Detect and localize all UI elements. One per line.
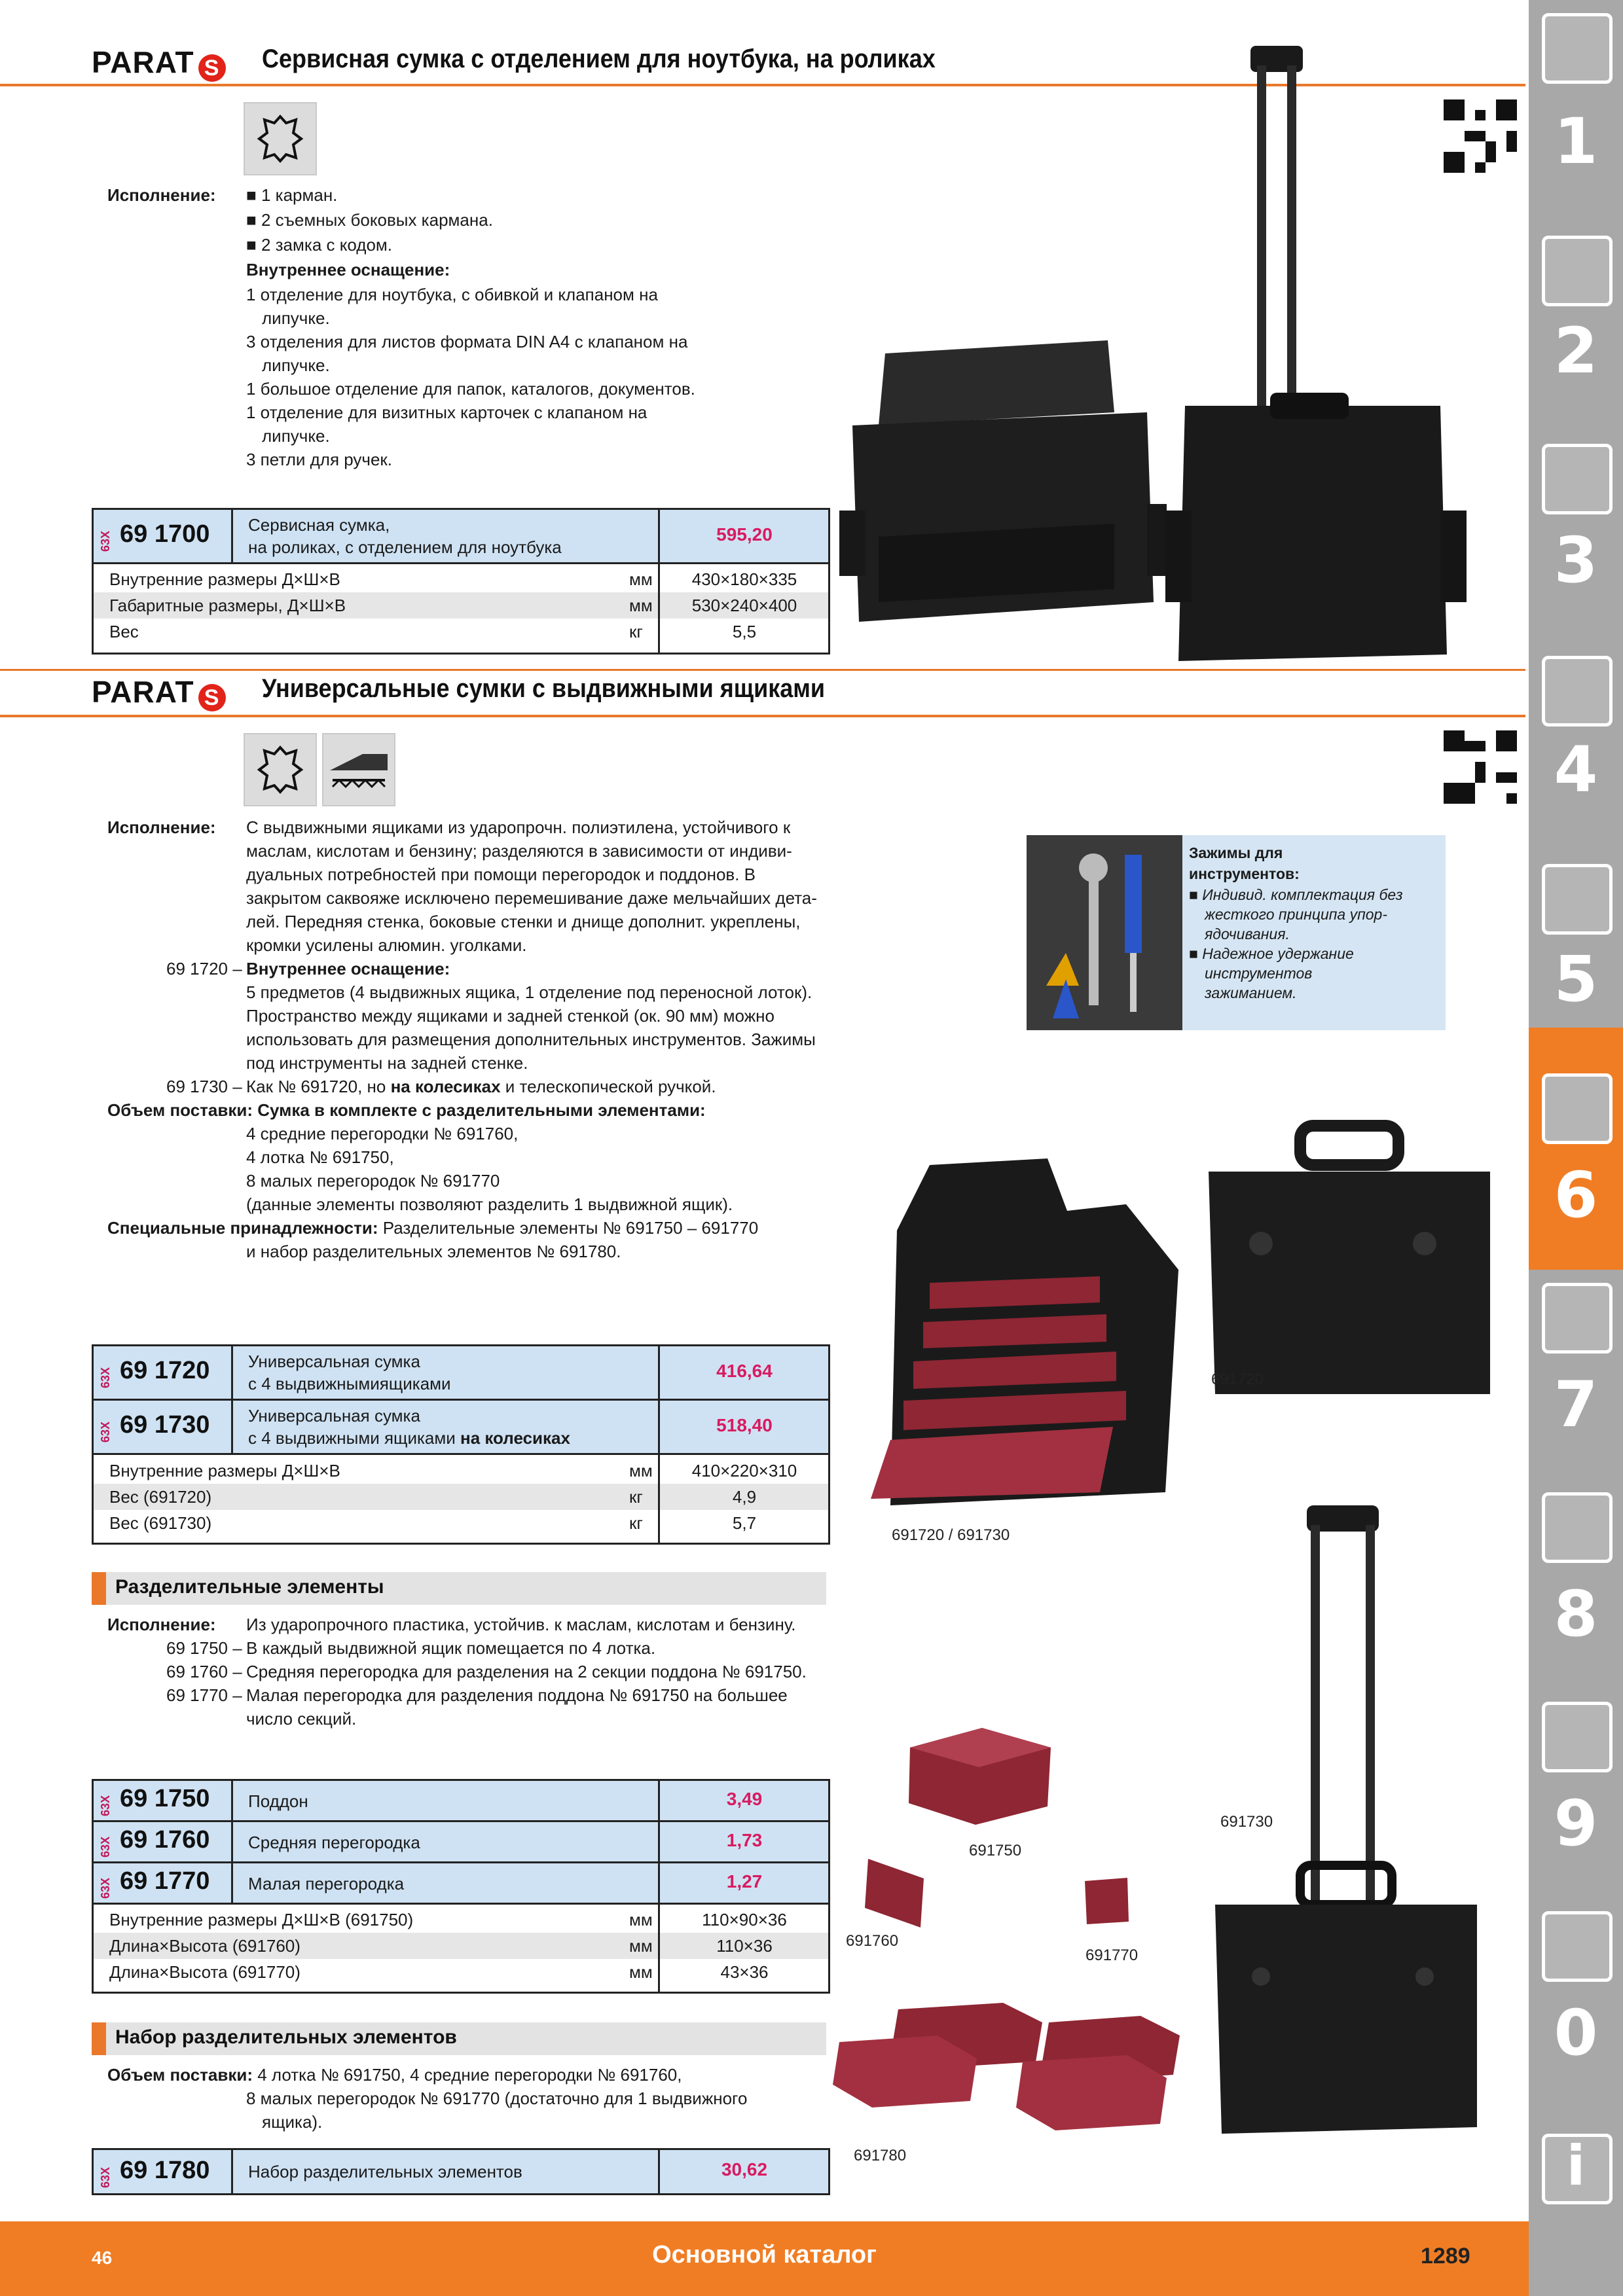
tool-clamp-photo bbox=[1027, 835, 1182, 1030]
inner-equipment-label: Внутреннее оснащение: bbox=[246, 260, 450, 279]
product-desc: Универсальная сумка bbox=[248, 1406, 420, 1426]
product-desc: Сервисная сумка, bbox=[248, 515, 390, 535]
workshop-tools-icon[interactable] bbox=[1542, 1492, 1613, 1563]
execution-label: Исполнение: bbox=[107, 817, 216, 837]
ref-label: 69 1770 – bbox=[166, 1685, 242, 1705]
divider-set-image bbox=[826, 1996, 1193, 2140]
image-caption: 691750 bbox=[969, 1842, 1022, 1859]
product-price: 30,62 bbox=[721, 2159, 768, 2179]
catalog-title: Основной каталог bbox=[652, 2241, 877, 2269]
laptop-trolley-case-image bbox=[1165, 39, 1467, 668]
bullet-item: ■ 2 замка с кодом. bbox=[246, 235, 393, 255]
inner-line: липучке. bbox=[262, 426, 330, 446]
column-divider bbox=[231, 510, 233, 562]
ref-label: 69 1750 – bbox=[166, 1638, 242, 1658]
inner-line: 1 отделение для ноутбука, с обивкой и клапаном на bbox=[246, 285, 658, 304]
image-caption: 691720 / 691730 bbox=[892, 1526, 1010, 1544]
product-price: 1,27 bbox=[726, 1871, 763, 1892]
brand-text: PARAT bbox=[92, 675, 194, 709]
execution-line: С выдвижными ящиками из ударопрочн. полиэтилена, устойчивого к bbox=[246, 817, 791, 837]
chapter-7-tab[interactable]: 7 bbox=[1554, 1368, 1598, 1441]
execution-line: Из ударопрочного пластика, устойчив. к маслам, кислотам и бензину. bbox=[246, 1615, 796, 1634]
brand-text: PARAT bbox=[92, 45, 194, 79]
product-tag: 63X bbox=[99, 530, 112, 552]
infobox-line: ядочивания. bbox=[1205, 925, 1290, 942]
column-divider bbox=[658, 510, 660, 562]
ref-text: Малая перегородка для разделения поддона № 691750 на большее bbox=[246, 1685, 788, 1705]
leather-icon bbox=[244, 733, 317, 806]
inner-line: Пространство между ящиками и задней стенкой (ок. 90 мм) можно bbox=[246, 1006, 775, 1026]
header-divider bbox=[0, 715, 1525, 717]
column-divider bbox=[231, 1822, 233, 1861]
accessories-line: и набор разделительных элементов № 691780. bbox=[246, 1242, 621, 1261]
product-desc: Средняя перегородка bbox=[248, 1833, 420, 1852]
spec-row: Вес (691730) кг 5,7 bbox=[109, 1513, 757, 1533]
execution-label: Исполнение: bbox=[107, 185, 216, 205]
supply-line: 4 лотка № 691750, bbox=[246, 1147, 394, 1167]
product-code: 69 1700 bbox=[120, 520, 210, 548]
column-divider bbox=[231, 1401, 233, 1453]
parat-mark-icon: S bbox=[198, 54, 226, 82]
product-row bbox=[94, 1346, 828, 1401]
supply-line: (данные элементы позволяют разделить 1 выдвижной ящик). bbox=[246, 1194, 733, 1214]
product-table bbox=[92, 508, 830, 655]
spec-row: Габаритные размеры, Д×Ш×В мм 530×240×400 bbox=[94, 592, 828, 619]
chapter-0-tab[interactable]: 0 bbox=[1554, 1996, 1598, 2070]
product-code: 69 1780 bbox=[120, 2157, 210, 2184]
leather-icon bbox=[244, 102, 317, 175]
reinforced-edges-icon bbox=[322, 733, 395, 806]
hammer-pliers-icon[interactable] bbox=[1542, 1283, 1613, 1354]
inner-line: 5 предметов (4 выдвижных ящика, 1 отделение под переносной лоток). bbox=[246, 982, 812, 1002]
product-desc: Набор разделительных элементов bbox=[248, 2162, 522, 2181]
execution-line: дуальных потребностей при помощи перегородок и поддонов. В bbox=[246, 865, 756, 884]
product-price: 3,49 bbox=[726, 1789, 763, 1809]
infobox-line: ■ Индивид. комплектация без bbox=[1189, 886, 1403, 903]
inner-line: 3 отделения для листов формата DIN A4 с клапаном на bbox=[246, 332, 688, 351]
active-chapter-highlight bbox=[1529, 1028, 1623, 1270]
product-price: 1,73 bbox=[726, 1830, 763, 1850]
page-number-left: 46 bbox=[92, 2248, 113, 2268]
small-partition-image bbox=[1082, 1874, 1131, 1927]
tool-cabinet-icon[interactable] bbox=[1542, 1702, 1613, 1772]
safety-equipment-icon[interactable] bbox=[1542, 1911, 1613, 1982]
accessories-line: Специальные принадлежности: Разделительные элементы № 691750 – 691770 bbox=[107, 1218, 759, 1238]
product-row bbox=[94, 1822, 828, 1863]
product-tag: 63X bbox=[99, 1421, 112, 1443]
grinding-disc-icon[interactable] bbox=[1542, 864, 1613, 935]
execution-line: кромки усилены алюмин. уголками. bbox=[246, 935, 527, 955]
section-title: Универсальные сумки с выдвижными ящиками bbox=[262, 674, 826, 703]
spec-row: Длина×Высота (691760) мм 110×36 bbox=[94, 1933, 828, 1959]
inner-line: 1 большое отделение для папок, каталогов, документов. bbox=[246, 379, 695, 399]
product-row bbox=[94, 1401, 828, 1455]
bullet-item: ■ 2 съемных боковых кармана. bbox=[246, 210, 493, 230]
column-divider bbox=[658, 1781, 660, 1820]
parat-logo bbox=[92, 45, 226, 82]
cutting-insert-icon[interactable] bbox=[1542, 236, 1613, 306]
product-table bbox=[92, 1344, 830, 1545]
product-desc: Поддон bbox=[248, 1791, 308, 1811]
execution-line: лей. Передняя стенка, боковые стенки и днище дополнит. укреплены, bbox=[246, 912, 801, 931]
qr-code-icon bbox=[1444, 730, 1517, 804]
chapter-6-tab[interactable]: 6 bbox=[1554, 1158, 1598, 1232]
laptop-case-open-image bbox=[839, 314, 1180, 655]
column-divider bbox=[231, 1346, 233, 1399]
execution-line: маслам, кислотам и бензину; разделяются в зависимости от индиви- bbox=[246, 841, 792, 861]
supply-line: Объем поставки: 4 лотка № 691750, 4 средние перегородки № 691760, bbox=[107, 2065, 682, 2085]
product-table bbox=[92, 1779, 830, 1994]
infobox-line: зажиманием. bbox=[1205, 984, 1297, 1001]
column-divider bbox=[658, 562, 660, 653]
product-tag: 63X bbox=[99, 1877, 112, 1899]
product-row bbox=[94, 2150, 828, 2193]
medium-partition-image bbox=[862, 1852, 927, 1931]
product-desc: Универсальная сумка bbox=[248, 1352, 420, 1371]
column-divider bbox=[658, 1453, 660, 1543]
product-row bbox=[94, 1863, 828, 1905]
chapter-8-tab[interactable]: 8 bbox=[1554, 1577, 1598, 1651]
spec-row: Длина×Высота (691770) мм 43×36 bbox=[109, 1962, 769, 1982]
product-tag: 63X bbox=[99, 1795, 112, 1816]
section-title: Сервисная сумка с отделением для ноутбука, на роликах bbox=[262, 45, 936, 73]
footer-bar bbox=[0, 2221, 1529, 2296]
drill-icon[interactable] bbox=[1542, 13, 1613, 84]
chapter-2-tab[interactable]: 2 bbox=[1554, 314, 1598, 387]
column-divider bbox=[231, 2150, 233, 2193]
image-caption: 691770 bbox=[1085, 1946, 1139, 1964]
supply-line: 4 средние перегородки № 691760, bbox=[246, 1124, 519, 1143]
supply-line: 8 малых перегородок № 691770 (достаточно для 1 выдвижного bbox=[246, 2089, 748, 2108]
column-divider bbox=[658, 1822, 660, 1861]
chapter-5-tab[interactable]: 5 bbox=[1554, 942, 1598, 1016]
product-table bbox=[92, 2148, 830, 2195]
product-row bbox=[94, 1781, 828, 1822]
parat-logo bbox=[92, 674, 226, 711]
product-code: 69 1720 bbox=[120, 1357, 210, 1384]
parat-mark-icon: S bbox=[198, 684, 226, 711]
product-tag: 63X bbox=[99, 1367, 112, 1388]
inner-line: использовать для размещения дополнительных инструментов. Зажимы bbox=[246, 1030, 816, 1049]
supply-line: ящика). bbox=[262, 2112, 323, 2132]
product-price: 595,20 bbox=[716, 524, 773, 545]
hand-tools-icon[interactable] bbox=[1542, 1073, 1613, 1144]
ref-text: В каждый выдвижной ящик помещается по 4 лотка. bbox=[246, 1638, 656, 1658]
infobox-line: жесткого принципа упор- bbox=[1205, 906, 1388, 923]
column-divider bbox=[658, 1903, 660, 1992]
ref-text: число секций. bbox=[246, 1709, 357, 1729]
column-divider bbox=[658, 1863, 660, 1903]
chapter-3-tab[interactable]: 3 bbox=[1554, 524, 1598, 597]
product-price: 518,40 bbox=[716, 1415, 773, 1435]
product-desc: Малая перегородка bbox=[248, 1874, 405, 1893]
column-divider bbox=[658, 1346, 660, 1399]
ref-label: 69 1720 – bbox=[166, 959, 242, 978]
infobox-title: Зажимы для bbox=[1189, 844, 1283, 861]
page-number-right: 1289 bbox=[1421, 2244, 1470, 2269]
drawer-case-closed-image bbox=[1202, 1119, 1503, 1401]
spec-row: Вес кг 5,5 bbox=[109, 622, 757, 641]
product-code: 69 1750 bbox=[120, 1785, 210, 1812]
column-divider bbox=[658, 1401, 660, 1453]
chapter-4-tab[interactable]: 4 bbox=[1554, 733, 1598, 806]
spec-row: Внутренние размеры Д×Ш×В мм 430×180×335 bbox=[109, 569, 797, 589]
supply-label: Объем поставки: Сумка в комплекте с разделительными элементами: bbox=[107, 1100, 706, 1120]
image-caption: 691780 bbox=[854, 2147, 907, 2164]
inner-line: 3 петли для ручек. bbox=[246, 450, 393, 469]
product-code: 69 1760 bbox=[120, 1826, 210, 1854]
drawer-case-open-image bbox=[851, 1152, 1192, 1518]
subsection-header: Разделительные элементы bbox=[92, 1572, 826, 1605]
execution-label: Исполнение: bbox=[107, 1615, 216, 1634]
subsection-header: Набор разделительных элементов bbox=[92, 2022, 826, 2055]
tool-holder-icon[interactable] bbox=[1542, 444, 1613, 514]
infobox-line: ■ Надежное удержание bbox=[1189, 945, 1354, 962]
info-tab[interactable]: i bbox=[1566, 2134, 1586, 2198]
inner-line: липучке. bbox=[262, 308, 330, 328]
chapter-1-tab[interactable]: 1 bbox=[1554, 105, 1598, 178]
product-tag: 63X bbox=[99, 1836, 112, 1857]
ref-text: Как № 691720, но на колесиках и телескопической ручкой. bbox=[246, 1077, 716, 1096]
product-desc: с 4 выдвижными ящиками на колесиках bbox=[248, 1428, 570, 1448]
image-caption: 691730 bbox=[1220, 1813, 1273, 1831]
image-caption: 691760 bbox=[846, 1932, 899, 1950]
bullet-item: ■ 1 карман. bbox=[246, 185, 338, 205]
spec-row: Внутренние размеры Д×Ш×В (691750) мм 110×90×36 bbox=[109, 1910, 787, 1929]
product-desc: с 4 выдвижнымиящиками bbox=[248, 1374, 451, 1393]
tray-image bbox=[903, 1728, 1054, 1826]
product-row bbox=[94, 510, 828, 564]
measuring-tools-icon[interactable] bbox=[1542, 656, 1613, 726]
spec-row: Внутренние размеры Д×Ш×В мм 410×220×310 bbox=[109, 1461, 797, 1480]
tool-clamp-infobox bbox=[1027, 835, 1446, 1030]
inner-line: под инструменты на задней стенке. bbox=[246, 1053, 528, 1073]
supply-line: 8 малых перегородок № 691770 bbox=[246, 1171, 500, 1191]
product-code: 69 1770 bbox=[120, 1867, 210, 1895]
column-divider bbox=[231, 1863, 233, 1903]
infobox-title: инструментов: bbox=[1189, 865, 1300, 882]
column-divider bbox=[658, 2150, 660, 2193]
image-caption: 691720 bbox=[1211, 1371, 1264, 1388]
chapter-9-tab[interactable]: 9 bbox=[1554, 1787, 1598, 1860]
product-tag: 63X bbox=[99, 2166, 112, 2188]
ref-text: Средняя перегородка для разделения на 2 секции поддона № 691750. bbox=[246, 1662, 807, 1681]
infobox-line: инструментов bbox=[1205, 965, 1313, 982]
inner-line: 1 отделение для визитных карточек с клапаном на bbox=[246, 403, 647, 422]
execution-line: закрытом саквояже исключено перемешивание даже мельчайших дета- bbox=[246, 888, 817, 908]
column-divider bbox=[231, 1781, 233, 1820]
product-code: 69 1730 bbox=[120, 1411, 210, 1439]
product-desc: на роликах, с отделением для ноутбука bbox=[248, 537, 562, 557]
product-price: 416,64 bbox=[716, 1361, 773, 1381]
ref-label: 69 1730 – bbox=[166, 1077, 242, 1096]
ref-label: 69 1760 – bbox=[166, 1662, 242, 1681]
inner-equipment-label: Внутреннее оснащение: bbox=[246, 959, 450, 978]
inner-line: липучке. bbox=[262, 355, 330, 375]
section-divider bbox=[0, 669, 1525, 671]
spec-row: Вес (691720) кг 4,9 bbox=[94, 1484, 828, 1510]
